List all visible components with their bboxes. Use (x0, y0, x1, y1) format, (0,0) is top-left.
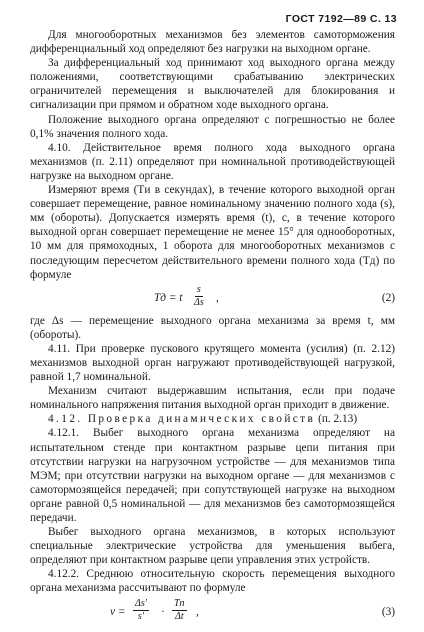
section-title-ref: (п. 2.13) (315, 413, 358, 426)
page-body (30, 28, 395, 628)
paragraph-4-10: 4.10. Действительное время полного хода выходного органа механизмов (п. 2.11) определяют при номинальной противодействующей нагрузке на выходном органе. (30, 141, 395, 182)
formula-3-denominator-1: s′ (137, 610, 145, 622)
paragraph-4-11: 4.11. При проверке пускового крутящего момента (усилия) (п. 2.12) механизмов выходной орган нагружают противодействующей нагрузкой, равной 1,7 номинальной. (30, 342, 395, 384)
paragraph-measure-time: Измеряют время (Tи в секундах), в течение которого выходной орган совершает перемещение, равное номинальному значению полного хода (s), мм (обороты). Допускается измерять время (t), с, в течение которого выходной орган совершает перемещение не менее 15° для однооборотных, 10 мм для прямоходных, 1 оборота для многооборотных механизмов с последующим пересчетом действительного времени полного хода (Tд) по формуле (30, 184, 395, 281)
formula-2-fraction (194, 284, 204, 309)
paragraph-coast-devices: Выбег выходного органа механизмов, в которых используют специальные электрические устройства для уменьшения выбега, определяют при контактном разрыве цепи управления этих устройств. (30, 526, 395, 567)
formula-3-number: (3) (381, 605, 395, 618)
formula-3-fraction-1 (133, 598, 149, 623)
paragraph-test-passed: Механизм считают выдержавшим испытания, если при подаче номинального напряжения питания выходной орган приходит в движение. (30, 385, 395, 412)
formula-3-numerator-2: Tп (174, 597, 185, 609)
formula-3-fraction-2 (172, 598, 187, 623)
paragraph-where-delta-s: где Δs — перемещение выходного органа механизма за время t, мм (обороты). (30, 314, 395, 341)
section-title-text: 4.12. Проверка динамических свойств (48, 413, 316, 426)
paragraph-differential-stroke: За дифференциальный ход принимают ход выходного органа между положениями, соответствующими срабатыванию электрических ограничителей перемещения и выключателей для блокирования и сигнализации при прямом и обратном ходе выходного органа. (30, 57, 395, 112)
formula-3-dot: · (161, 605, 165, 618)
paragraph-4-12-1: 4.12.1. Выбег выходного органа механизма определяют на испытательном стенде при контактном разрыве цепи питания при отсутствии нагрузки на нагрузочном устройстве — для механизмов типа МЭМ; при отсутствии нагрузки на выходном органе — для механизмов с самотормозящейся передачей; при сопутствующей нагрузке на выходном органе равной 0,5 номинальной — для механизмов без самотормозящейся передачи. (30, 427, 395, 524)
paragraph-4-12-2: 4.12.2. Среднюю относительную скорость перемещения выходного органа механизма рассчитывают по формуле (30, 568, 395, 595)
formula-3-lhs: v = (110, 605, 126, 618)
formula-3-numerator-1: Δs′ (135, 597, 147, 609)
paragraph-position-error: Положение выходного органа определяют с погрешностью не более 0,1% значения полного хода. (30, 113, 395, 140)
formula-3-comma: , (196, 605, 199, 618)
paragraph-self-braking: Для многооборотных механизмов без элементов самоторможения дифференциальный ход определяют без нагрузки на выходном органе. (30, 29, 395, 56)
formula-2-lhs: Tд = t (154, 291, 183, 304)
formula-3 (30, 597, 395, 627)
formula-2-number: (2) (381, 291, 395, 304)
formula-3-denominator-2: Δt (174, 610, 184, 622)
formula-2-denominator: Δs (194, 296, 204, 308)
section-title-4-12 (30, 412, 395, 426)
formula-2 (30, 283, 395, 313)
formula-2-numerator: s (196, 283, 201, 295)
page-header: ГОСТ 7192—89 С. 13 (285, 13, 397, 25)
formula-2-comma: , (216, 291, 219, 304)
